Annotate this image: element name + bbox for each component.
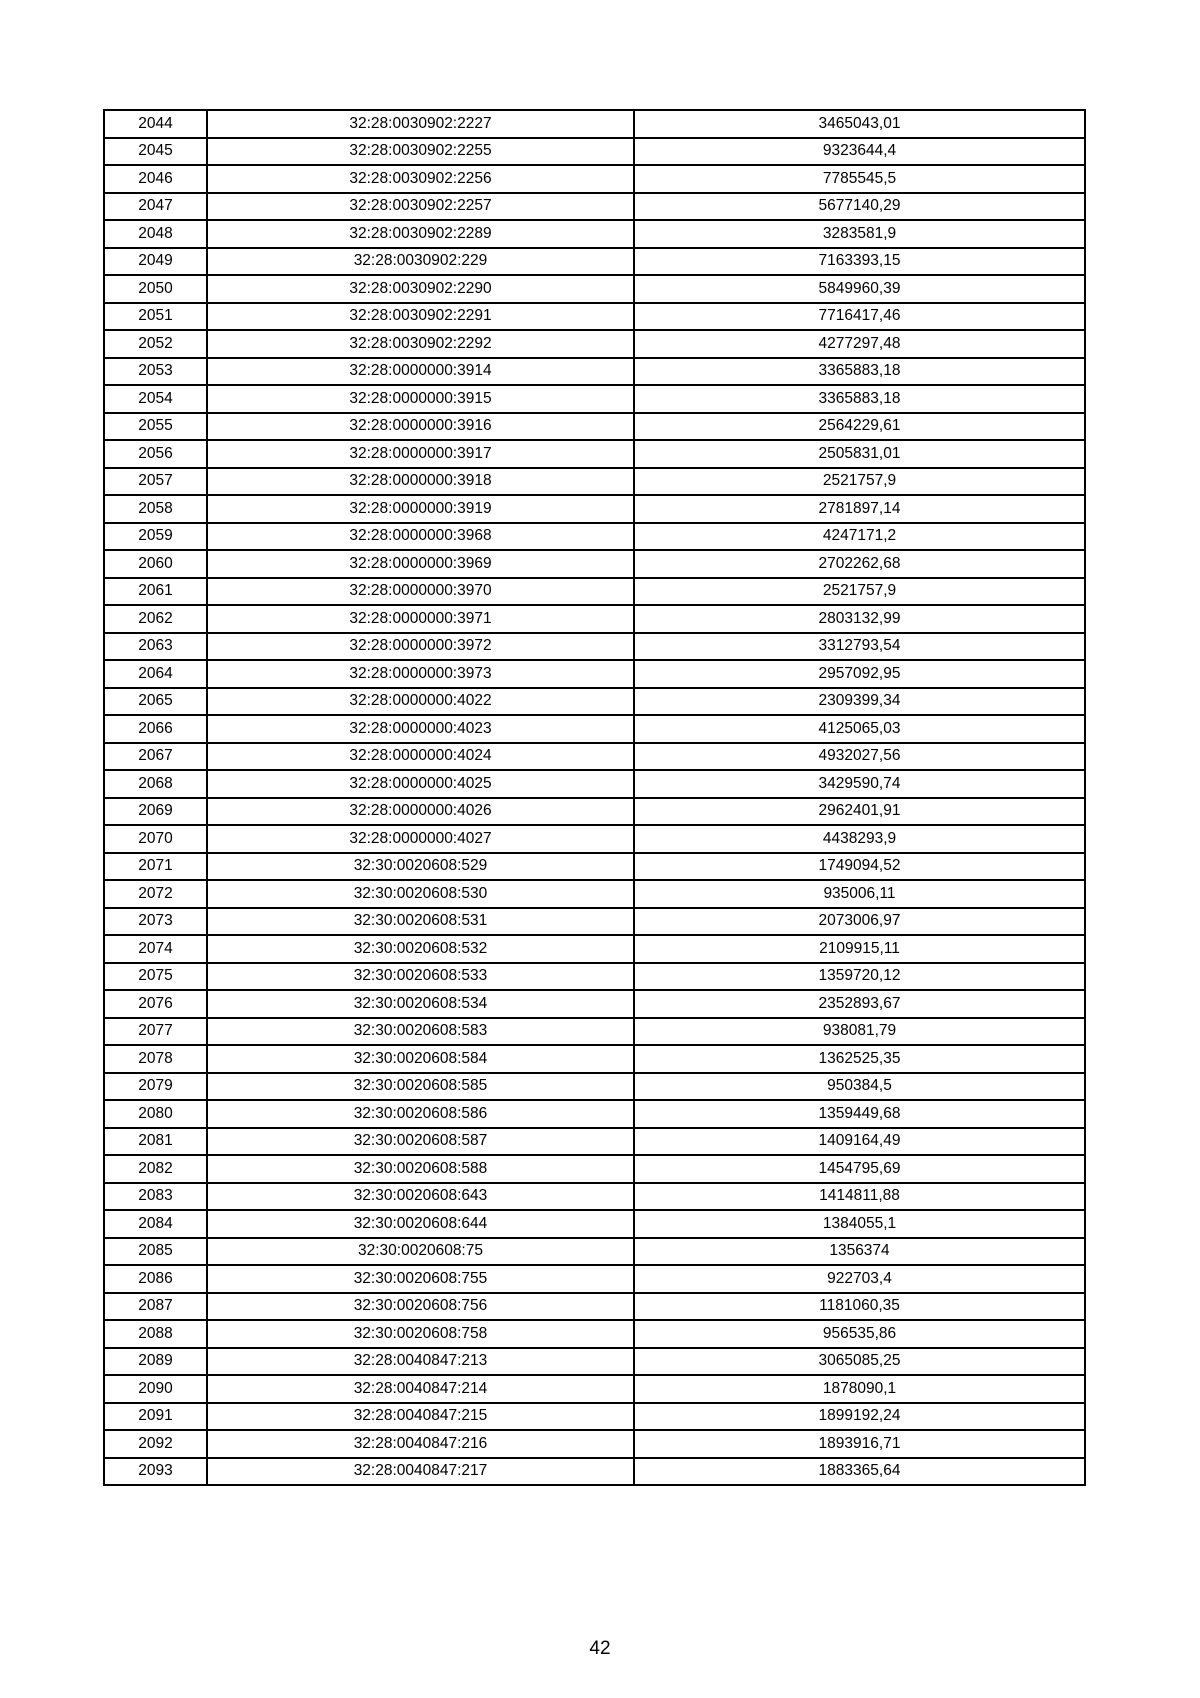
table-row <box>104 138 1085 166</box>
value-cell: 956535,86 <box>634 1320 1085 1348</box>
table-row <box>104 1155 1085 1183</box>
table-row <box>104 358 1085 386</box>
row-number-cell: 2092 <box>104 1430 207 1458</box>
row-number-cell: 2061 <box>104 578 207 606</box>
cadastral-number-cell: 32:28:0040847:215 <box>207 1403 634 1431</box>
table-row <box>104 110 1085 138</box>
cadastral-number-cell: 32:30:0020608:533 <box>207 963 634 991</box>
row-number-cell: 2047 <box>104 193 207 221</box>
row-number-cell: 2062 <box>104 605 207 633</box>
table-row <box>104 1238 1085 1266</box>
cadastral-number-cell: 32:28:0040847:214 <box>207 1375 634 1403</box>
row-number-cell: 2063 <box>104 633 207 661</box>
table-row <box>104 1045 1085 1073</box>
row-number-cell: 2045 <box>104 138 207 166</box>
row-number-cell: 2065 <box>104 688 207 716</box>
value-cell: 950384,5 <box>634 1073 1085 1101</box>
value-cell: 1878090,1 <box>634 1375 1085 1403</box>
value-cell: 4932027,56 <box>634 743 1085 771</box>
cadastral-number-cell: 32:30:0020608:529 <box>207 853 634 881</box>
table-row <box>104 1073 1085 1101</box>
cadastral-number-cell: 32:28:0000000:4022 <box>207 688 634 716</box>
row-number-cell: 2085 <box>104 1238 207 1266</box>
table-row <box>104 935 1085 963</box>
cadastral-number-cell: 32:30:0020608:583 <box>207 1018 634 1046</box>
cadastral-number-cell: 32:28:0000000:3918 <box>207 468 634 496</box>
table-row <box>104 908 1085 936</box>
row-number-cell: 2082 <box>104 1155 207 1183</box>
table-row <box>104 220 1085 248</box>
cadastral-number-cell: 32:30:0020608:75 <box>207 1238 634 1266</box>
table-row <box>104 1403 1085 1431</box>
value-cell: 2109915,11 <box>634 935 1085 963</box>
cadastral-number-cell: 32:30:0020608:755 <box>207 1265 634 1293</box>
value-cell: 2564229,61 <box>634 413 1085 441</box>
row-number-cell: 2044 <box>104 110 207 138</box>
row-number-cell: 2076 <box>104 990 207 1018</box>
row-number-cell: 2059 <box>104 523 207 551</box>
table-row <box>104 770 1085 798</box>
row-number-cell: 2046 <box>104 165 207 193</box>
cadastral-number-cell: 32:28:0030902:2290 <box>207 275 634 303</box>
cadastral-number-cell: 32:30:0020608:532 <box>207 935 634 963</box>
row-number-cell: 2079 <box>104 1073 207 1101</box>
row-number-cell: 2073 <box>104 908 207 936</box>
cadastral-number-cell: 32:28:0000000:3917 <box>207 440 634 468</box>
cadastral-number-cell: 32:30:0020608:644 <box>207 1210 634 1238</box>
row-number-cell: 2093 <box>104 1458 207 1486</box>
value-cell: 4125065,03 <box>634 715 1085 743</box>
cadastral-number-cell: 32:30:0020608:530 <box>207 880 634 908</box>
cadastral-number-cell: 32:28:0030902:2257 <box>207 193 634 221</box>
row-number-cell: 2055 <box>104 413 207 441</box>
row-number-cell: 2087 <box>104 1293 207 1321</box>
cadastral-number-cell: 32:28:0000000:4027 <box>207 825 634 853</box>
value-cell: 1362525,35 <box>634 1045 1085 1073</box>
cadastral-number-cell: 32:28:0030902:229 <box>207 248 634 276</box>
value-cell: 5677140,29 <box>634 193 1085 221</box>
cadastral-number-cell: 32:28:0040847:213 <box>207 1348 634 1376</box>
cadastral-number-cell: 32:28:0030902:2227 <box>207 110 634 138</box>
value-cell: 7785545,5 <box>634 165 1085 193</box>
table-row <box>104 1100 1085 1128</box>
cadastral-number-cell: 32:28:0040847:216 <box>207 1430 634 1458</box>
value-cell: 3283581,9 <box>634 220 1085 248</box>
cadastral-number-cell: 32:28:0040847:217 <box>207 1458 634 1486</box>
table-row <box>104 743 1085 771</box>
cadastral-number-cell: 32:28:0000000:3919 <box>207 495 634 523</box>
value-cell: 3465043,01 <box>634 110 1085 138</box>
table-row <box>104 1320 1085 1348</box>
value-cell: 2352893,67 <box>634 990 1085 1018</box>
table-body <box>104 110 1085 1485</box>
value-cell: 2505831,01 <box>634 440 1085 468</box>
table-row <box>104 165 1085 193</box>
cadastral-value-table <box>103 109 1086 1486</box>
value-cell: 1409164,49 <box>634 1128 1085 1156</box>
table-row <box>104 413 1085 441</box>
cadastral-number-cell: 32:28:0000000:3970 <box>207 578 634 606</box>
row-number-cell: 2051 <box>104 303 207 331</box>
table-row <box>104 1018 1085 1046</box>
value-cell: 2803132,99 <box>634 605 1085 633</box>
page-number: 42 <box>589 1638 611 1659</box>
value-cell: 4247171,2 <box>634 523 1085 551</box>
value-cell: 2962401,91 <box>634 798 1085 826</box>
value-cell: 4438293,9 <box>634 825 1085 853</box>
value-cell: 922703,4 <box>634 1265 1085 1293</box>
value-cell: 2781897,14 <box>634 495 1085 523</box>
cadastral-number-cell: 32:28:0030902:2291 <box>207 303 634 331</box>
value-cell: 2702262,68 <box>634 550 1085 578</box>
table-row <box>104 880 1085 908</box>
value-cell: 1384055,1 <box>634 1210 1085 1238</box>
value-cell: 1181060,35 <box>634 1293 1085 1321</box>
table-row <box>104 1293 1085 1321</box>
value-cell: 938081,79 <box>634 1018 1085 1046</box>
cadastral-number-cell: 32:28:0000000:4026 <box>207 798 634 826</box>
table-row <box>104 1430 1085 1458</box>
table-row <box>104 963 1085 991</box>
value-cell: 1883365,64 <box>634 1458 1085 1486</box>
cadastral-number-cell: 32:28:0030902:2292 <box>207 330 634 358</box>
table-row <box>104 468 1085 496</box>
row-number-cell: 2058 <box>104 495 207 523</box>
table-row <box>104 1128 1085 1156</box>
table-row <box>104 798 1085 826</box>
table-row <box>104 825 1085 853</box>
value-cell: 3065085,25 <box>634 1348 1085 1376</box>
table-row <box>104 1375 1085 1403</box>
cadastral-number-cell: 32:30:0020608:758 <box>207 1320 634 1348</box>
row-number-cell: 2068 <box>104 770 207 798</box>
table-row <box>104 660 1085 688</box>
table-row <box>104 550 1085 578</box>
table-row <box>104 688 1085 716</box>
cadastral-number-cell: 32:30:0020608:584 <box>207 1045 634 1073</box>
cadastral-number-cell: 32:30:0020608:586 <box>207 1100 634 1128</box>
value-cell: 7163393,15 <box>634 248 1085 276</box>
table-row <box>104 1348 1085 1376</box>
row-number-cell: 2052 <box>104 330 207 358</box>
value-cell: 2957092,95 <box>634 660 1085 688</box>
table-row <box>104 853 1085 881</box>
row-number-cell: 2054 <box>104 385 207 413</box>
cadastral-number-cell: 32:30:0020608:531 <box>207 908 634 936</box>
table-row <box>104 1183 1085 1211</box>
table-row <box>104 633 1085 661</box>
value-cell: 3312793,54 <box>634 633 1085 661</box>
row-number-cell: 2070 <box>104 825 207 853</box>
table-row <box>104 605 1085 633</box>
value-cell: 3429590,74 <box>634 770 1085 798</box>
table-row <box>104 990 1085 1018</box>
cadastral-number-cell: 32:28:0030902:2255 <box>207 138 634 166</box>
value-cell: 1454795,69 <box>634 1155 1085 1183</box>
row-number-cell: 2088 <box>104 1320 207 1348</box>
value-cell: 1899192,24 <box>634 1403 1085 1431</box>
table-row <box>104 440 1085 468</box>
cadastral-number-cell: 32:30:0020608:756 <box>207 1293 634 1321</box>
value-cell: 9323644,4 <box>634 138 1085 166</box>
value-cell: 935006,11 <box>634 880 1085 908</box>
value-cell: 3365883,18 <box>634 385 1085 413</box>
value-cell: 2309399,34 <box>634 688 1085 716</box>
value-cell: 5849960,39 <box>634 275 1085 303</box>
cadastral-number-cell: 32:30:0020608:588 <box>207 1155 634 1183</box>
cadastral-number-cell: 32:28:0000000:3971 <box>207 605 634 633</box>
table-row <box>104 330 1085 358</box>
table-row <box>104 578 1085 606</box>
row-number-cell: 2048 <box>104 220 207 248</box>
row-number-cell: 2075 <box>104 963 207 991</box>
cadastral-number-cell: 32:28:0000000:4024 <box>207 743 634 771</box>
cadastral-number-cell: 32:30:0020608:643 <box>207 1183 634 1211</box>
row-number-cell: 2064 <box>104 660 207 688</box>
cadastral-number-cell: 32:28:0000000:4023 <box>207 715 634 743</box>
row-number-cell: 2053 <box>104 358 207 386</box>
cadastral-number-cell: 32:30:0020608:585 <box>207 1073 634 1101</box>
value-cell: 2073006,97 <box>634 908 1085 936</box>
value-cell: 1893916,71 <box>634 1430 1085 1458</box>
cadastral-number-cell: 32:28:0000000:3916 <box>207 413 634 441</box>
row-number-cell: 2081 <box>104 1128 207 1156</box>
value-cell: 2521757,9 <box>634 468 1085 496</box>
row-number-cell: 2071 <box>104 853 207 881</box>
row-number-cell: 2056 <box>104 440 207 468</box>
value-cell: 1359720,12 <box>634 963 1085 991</box>
value-cell: 7716417,46 <box>634 303 1085 331</box>
cadastral-number-cell: 32:30:0020608:534 <box>207 990 634 1018</box>
table-row <box>104 248 1085 276</box>
value-cell: 2521757,9 <box>634 578 1085 606</box>
row-number-cell: 2078 <box>104 1045 207 1073</box>
value-cell: 3365883,18 <box>634 358 1085 386</box>
row-number-cell: 2067 <box>104 743 207 771</box>
row-number-cell: 2080 <box>104 1100 207 1128</box>
cadastral-number-cell: 32:28:0030902:2256 <box>207 165 634 193</box>
table-row <box>104 275 1085 303</box>
cadastral-number-cell: 32:28:0030902:2289 <box>207 220 634 248</box>
cadastral-number-cell: 32:28:0000000:3968 <box>207 523 634 551</box>
row-number-cell: 2090 <box>104 1375 207 1403</box>
cadastral-number-cell: 32:28:0000000:3915 <box>207 385 634 413</box>
table-row <box>104 385 1085 413</box>
table-row <box>104 193 1085 221</box>
row-number-cell: 2057 <box>104 468 207 496</box>
cadastral-number-cell: 32:28:0000000:3973 <box>207 660 634 688</box>
table-row <box>104 303 1085 331</box>
row-number-cell: 2084 <box>104 1210 207 1238</box>
table-row <box>104 715 1085 743</box>
row-number-cell: 2050 <box>104 275 207 303</box>
row-number-cell: 2069 <box>104 798 207 826</box>
row-number-cell: 2089 <box>104 1348 207 1376</box>
cadastral-number-cell: 32:28:0000000:3972 <box>207 633 634 661</box>
cadastral-number-cell: 32:28:0000000:3914 <box>207 358 634 386</box>
row-number-cell: 2083 <box>104 1183 207 1211</box>
row-number-cell: 2060 <box>104 550 207 578</box>
row-number-cell: 2086 <box>104 1265 207 1293</box>
row-number-cell: 2049 <box>104 248 207 276</box>
table-row <box>104 1265 1085 1293</box>
table-row <box>104 523 1085 551</box>
table-row <box>104 1458 1085 1486</box>
cadastral-number-cell: 32:30:0020608:587 <box>207 1128 634 1156</box>
value-cell: 1749094,52 <box>634 853 1085 881</box>
row-number-cell: 2074 <box>104 935 207 963</box>
cadastral-number-cell: 32:28:0000000:3969 <box>207 550 634 578</box>
value-cell: 1356374 <box>634 1238 1085 1266</box>
row-number-cell: 2077 <box>104 1018 207 1046</box>
table-row <box>104 1210 1085 1238</box>
cadastral-number-cell: 32:28:0000000:4025 <box>207 770 634 798</box>
value-cell: 4277297,48 <box>634 330 1085 358</box>
row-number-cell: 2066 <box>104 715 207 743</box>
value-cell: 1414811,88 <box>634 1183 1085 1211</box>
value-cell: 1359449,68 <box>634 1100 1085 1128</box>
row-number-cell: 2072 <box>104 880 207 908</box>
table-row <box>104 495 1085 523</box>
row-number-cell: 2091 <box>104 1403 207 1431</box>
